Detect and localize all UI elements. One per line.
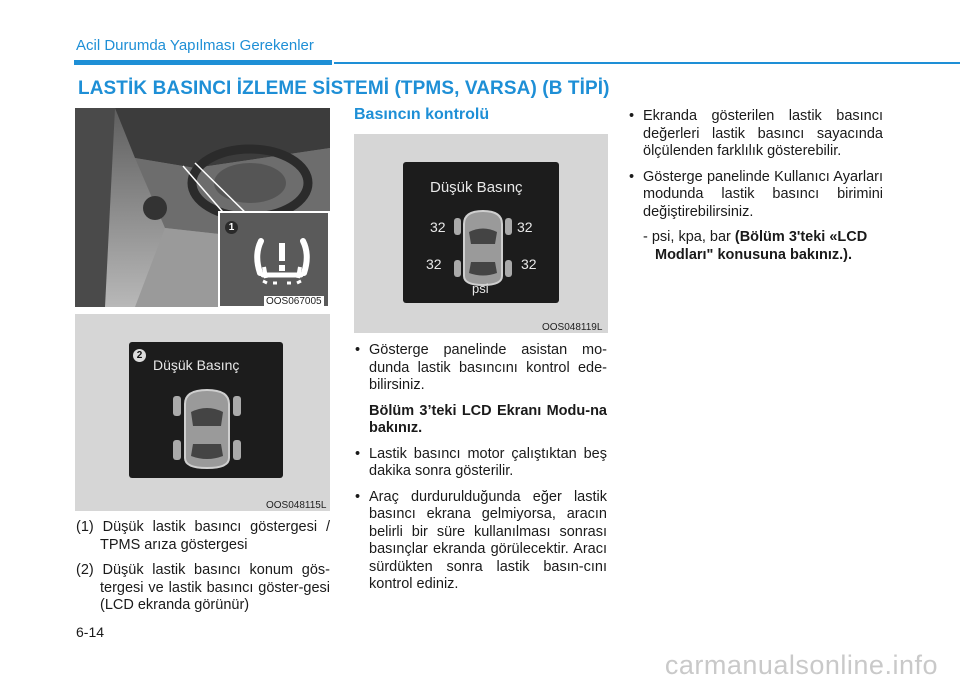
figure-low-pressure-display — [75, 314, 330, 511]
right-bullet-2: • Gösterge panelinde Kullanıcı Ayarları modunda lastik basıncı birimini değiştirebilirsiniz. — [629, 169, 883, 222]
figure-code-2: OOS048115L — [266, 500, 327, 511]
middle-bullet-2: • Lastik basıncı motor çalıştıktan beş dakika sonra gösterilir. — [355, 446, 607, 481]
page-number: 6-14 — [76, 624, 105, 640]
car-top-view-icon — [171, 386, 243, 472]
lcd-title-pressures: Düşük Basınç — [430, 179, 523, 196]
pressure-rear-left: 32 — [426, 256, 442, 272]
lcd-title: Düşük Basınç — [153, 357, 240, 373]
middle-note: Bölüm 3’teki LCD Ekranı Modu-na bakınız. — [369, 402, 607, 436]
watermark: carmanualsonline.info — [664, 650, 938, 680]
right-column-text — [629, 108, 883, 272]
pressure-rear-right: 32 — [521, 256, 537, 272]
middle-column-text — [355, 342, 607, 602]
pressure-front-right: 32 — [517, 219, 533, 235]
header-bar-thick — [74, 60, 332, 65]
figure-code-1: OOS067005 — [266, 296, 322, 307]
figure-pressure-values — [354, 134, 608, 333]
list-item-1: (1) Düşük lastik basıncı göstergesi / TPMS arıza göstergesi — [76, 519, 330, 553]
subheading-pressure-check: Basıncın kontrolü — [354, 106, 490, 123]
right-bullet-1: • Ekranda gösterilen lastik basıncı değerleri lastik basıncı sayacında ölçülenden farklılık gösterebilir. — [629, 108, 883, 161]
left-column-text — [76, 519, 330, 623]
list-item-2: (2) Düşük lastik basıncı konum gös-tergesi ve lastik basıncı göster-gesi (LCD ekranda görünür) — [76, 562, 330, 613]
pressure-front-left: 32 — [430, 219, 446, 235]
callout-2: 2 — [133, 349, 146, 362]
right-dash-item: - psi, kpa, bar (Bölüm 3'teki «LCD Modları" konusuna bakınız.). — [643, 229, 868, 263]
middle-bullet-1: • Gösterge panelinde asistan mo-dunda lastik basıncını kontrol ede-bilirsiniz. — [355, 342, 607, 395]
middle-bullet-3: • Araç durdurulduğunda eğer lastik basıncı ekrana gelmiyorsa, aracın belirli bir süre kullanılması sonrası basınçlar ekranda görülecektir. Aracı sürdükten sonra lastik basın-cını kontrol ediniz. — [355, 489, 607, 594]
callout-1: 1 — [225, 221, 238, 234]
tpms-warning-icon — [247, 223, 317, 293]
section-title: LASTİK BASINCI İZLEME SİSTEMİ (TPMS, VARSA) (B TİPİ) — [78, 78, 610, 99]
header-bar-thin — [334, 62, 960, 64]
figure-dashboard-photo — [75, 108, 330, 307]
figure-code-3: OOS048119L — [542, 322, 603, 333]
pressure-unit: psi — [472, 281, 489, 296]
chapter-header: Acil Durumda Yapılması Gerekenler — [76, 37, 314, 54]
car-top-view-icon-2 — [454, 208, 512, 288]
